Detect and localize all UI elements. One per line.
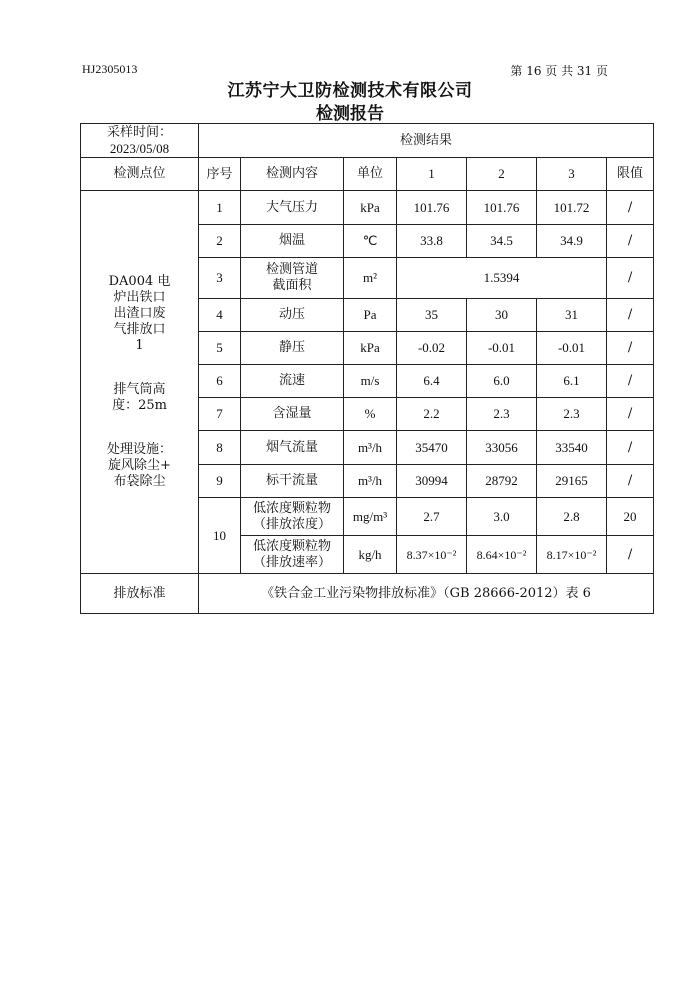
item-line: 低浓度颗粒物 [252, 538, 331, 554]
limit-cell: / [607, 299, 654, 332]
sampling-time-cell [81, 124, 199, 158]
unit-cell: m³/h [344, 465, 397, 498]
limit-cell: / [607, 332, 654, 365]
seq-cell: 4 [199, 299, 241, 332]
value-cell: 29165 [537, 465, 607, 498]
value-cell: -0.01 [467, 332, 537, 365]
item-line: （排放浓度） [252, 516, 331, 532]
stack-height [81, 382, 198, 414]
value-cell: 8.37×10⁻² [397, 536, 467, 574]
item-cell [241, 536, 344, 574]
col-unit: 单位 [344, 158, 397, 191]
item-line: （排放速率） [252, 554, 331, 570]
facility-line: 旋风除尘+ [108, 458, 171, 473]
limit-cell: 20 [607, 498, 654, 536]
limit-cell: / [607, 365, 654, 398]
page-info: 第 16 页 共 31 页 [510, 64, 608, 78]
limit-cell: / [607, 465, 654, 498]
point-name-line: 出渣口废 [113, 306, 166, 321]
value-cell: 6.4 [397, 365, 467, 398]
value-cell: 34.9 [537, 225, 607, 258]
sampling-time-label: 采样时间： [106, 124, 172, 140]
facility-line: 处理设施： [106, 442, 172, 457]
limit-cell: / [607, 225, 654, 258]
seq-cell: 7 [199, 398, 241, 431]
seq-cell: 2 [199, 225, 241, 258]
results-header: 检测结果 [199, 124, 654, 158]
value-cell: 35470 [397, 431, 467, 465]
item-line: 检测管道 [265, 262, 318, 277]
unit-cell: Pa [344, 299, 397, 332]
merged-value-cell: 1.5394 [397, 258, 607, 299]
stack-height-line: 度：25m [112, 398, 167, 413]
value-cell: 28792 [467, 465, 537, 498]
item-cell: 流速 [241, 365, 344, 398]
value-cell: 30 [467, 299, 537, 332]
limit-cell: / [607, 536, 654, 574]
facility-line: 布袋除尘 [113, 474, 166, 489]
col-r3: 3 [537, 158, 607, 191]
sampling-date: 2023/05/08 [109, 140, 170, 156]
value-cell: -0.02 [397, 332, 467, 365]
unit-cell: m² [344, 258, 397, 299]
item-cell: 烟温 [241, 225, 344, 258]
seq-cell: 3 [199, 258, 241, 299]
stack-height-line: 排气筒高 [113, 382, 166, 397]
seq-cell: 8 [199, 431, 241, 465]
col-item: 检测内容 [241, 158, 344, 191]
value-cell: 2.3 [467, 398, 537, 431]
seq-cell: 10 [199, 498, 241, 574]
item-line: 截面积 [272, 278, 312, 293]
value-cell: 35 [397, 299, 467, 332]
unit-cell: kPa [344, 332, 397, 365]
value-cell: 8.17×10⁻² [537, 536, 607, 574]
standard-label: 排放标准 [81, 574, 199, 614]
table-row [81, 191, 654, 225]
limit-cell: / [607, 431, 654, 465]
item-cell [241, 258, 344, 299]
item-cell: 含湿量 [241, 398, 344, 431]
unit-cell: kg/h [344, 536, 397, 574]
unit-cell: mg/m³ [344, 498, 397, 536]
sampling-row [81, 124, 654, 158]
point-name-line: 1 [135, 338, 144, 353]
unit-cell: kPa [344, 191, 397, 225]
item-cell: 大气压力 [241, 191, 344, 225]
seq-cell: 6 [199, 365, 241, 398]
item-cell: 静压 [241, 332, 344, 365]
value-cell: -0.01 [537, 332, 607, 365]
value-cell: 8.64×10⁻² [467, 536, 537, 574]
col-seq-text: 序号 [206, 166, 233, 182]
standard-text: 《铁合金工业污染物排放标准》（GB 28666-2012）表 6 [199, 574, 654, 614]
point-name-line: 炉出铁口 [113, 290, 166, 305]
seq-cell: 1 [199, 191, 241, 225]
point-name-line: 气排放口 [113, 322, 166, 337]
value-cell: 2.3 [537, 398, 607, 431]
value-cell: 6.1 [537, 365, 607, 398]
seq-cell: 9 [199, 465, 241, 498]
unit-cell: m/s [344, 365, 397, 398]
standard-row [81, 574, 654, 614]
value-cell: 2.2 [397, 398, 467, 431]
document-title: 检测报告 [316, 104, 384, 124]
col-point: 检测点位 [81, 158, 199, 191]
col-r2: 2 [467, 158, 537, 191]
col-r1: 1 [397, 158, 467, 191]
value-cell: 34.5 [467, 225, 537, 258]
value-cell: 33.8 [397, 225, 467, 258]
item-cell [241, 498, 344, 536]
item-cell: 动压 [241, 299, 344, 332]
value-cell: 2.7 [397, 498, 467, 536]
seq-cell: 5 [199, 332, 241, 365]
unit-cell: ℃ [344, 225, 397, 258]
item-cell: 烟气流量 [241, 431, 344, 465]
value-cell: 3.0 [467, 498, 537, 536]
unit-cell: m³/h [344, 431, 397, 465]
limit-cell: / [607, 398, 654, 431]
treatment-facility [81, 442, 198, 490]
value-cell: 2.8 [537, 498, 607, 536]
value-cell: 101.76 [467, 191, 537, 225]
unit-cell: % [344, 398, 397, 431]
value-cell: 33540 [537, 431, 607, 465]
value-cell: 101.76 [397, 191, 467, 225]
limit-cell: / [607, 191, 654, 225]
value-cell: 101.72 [537, 191, 607, 225]
col-seq [199, 158, 241, 191]
value-cell: 30994 [397, 465, 467, 498]
limit-cell: / [607, 258, 654, 299]
column-header-row [81, 158, 654, 191]
item-cell: 标干流量 [241, 465, 344, 498]
item-line: 低浓度颗粒物 [252, 500, 331, 516]
monitoring-point-cell [81, 191, 199, 574]
point-name-line: DA004 电 [108, 274, 171, 289]
value-cell: 6.0 [467, 365, 537, 398]
point-name [81, 274, 198, 354]
report-number: HJ2305013 [82, 62, 138, 76]
company-title: 江苏宁大卫防检测技术有限公司 [227, 81, 473, 101]
col-limit: 限值 [607, 158, 654, 191]
value-cell: 31 [537, 299, 607, 332]
results-table [80, 123, 654, 614]
value-cell: 33056 [467, 431, 537, 465]
